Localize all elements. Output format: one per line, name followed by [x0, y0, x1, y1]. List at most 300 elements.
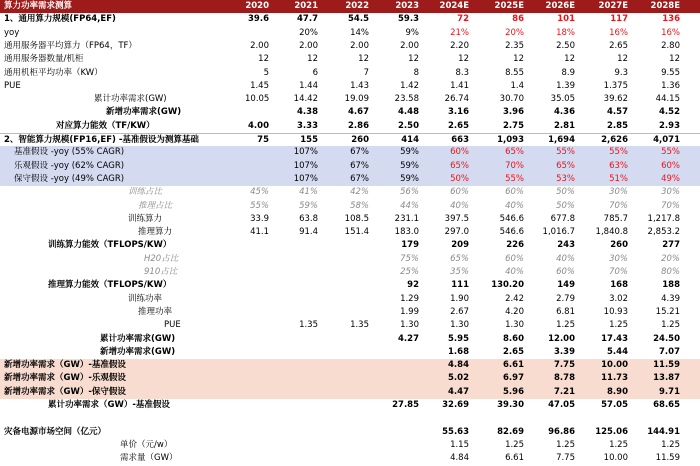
table-cell: 20%	[661, 253, 680, 264]
row-label: 灾备电源市场空间（亿元）	[4, 426, 107, 437]
table-cell	[320, 346, 369, 359]
table-cell: 70%	[661, 200, 680, 211]
table-cell	[245, 279, 269, 292]
table-cell	[245, 359, 269, 372]
table-cell	[275, 399, 318, 412]
table-cell: 2,853.2	[647, 227, 680, 238]
table-cell: 144.91	[647, 426, 680, 437]
table-cell	[245, 412, 269, 425]
table-cell: 168	[610, 280, 628, 291]
table-cell: 8.55	[505, 67, 524, 78]
table-cell: 2.20	[450, 40, 469, 51]
table-row	[0, 319, 700, 332]
table-cell	[472, 412, 524, 425]
table-cell: 80%	[661, 267, 680, 277]
table-row	[0, 372, 700, 385]
table-cell: 4.84	[448, 360, 469, 371]
table-cell: 1.4	[510, 80, 524, 91]
row-label: 1、通用算力规模(FP64,EF)	[4, 14, 116, 25]
row-label: 通用服务器平均算力（FP64，TF）	[4, 40, 137, 51]
table-row	[0, 80, 700, 93]
row-label: 乐观假设 -yoy (62% CAGR)	[14, 160, 125, 171]
row-label: PUE	[164, 320, 181, 331]
table-cell	[245, 160, 269, 173]
table-cell: 12	[513, 54, 524, 65]
table-cell: 1.30	[505, 320, 524, 331]
table-cell: 9.71	[659, 386, 680, 397]
table-cell	[526, 412, 575, 425]
table-cell: 10.93	[603, 306, 628, 317]
table-cell: 1.25	[661, 320, 680, 331]
table-row	[0, 133, 700, 147]
table-cell	[245, 399, 269, 412]
table-cell: 1.68	[448, 346, 469, 357]
table-cell: 414	[401, 135, 419, 145]
table-cell: 16%	[661, 27, 680, 38]
table-cell: 30.70	[499, 94, 524, 105]
table-row	[0, 13, 700, 26]
row-label: 累计功率需求(GW)	[100, 333, 176, 344]
table-cell: 21%	[450, 27, 469, 38]
table-row	[0, 426, 700, 439]
table-cell	[320, 306, 369, 319]
table-cell: 39.30	[497, 400, 524, 410]
table-row	[0, 173, 700, 186]
table-cell: 15.21	[655, 306, 680, 317]
table-cell: 55%	[661, 147, 680, 158]
table-cell: 41%	[299, 187, 318, 198]
table-row	[0, 399, 700, 412]
table-cell: 70%	[609, 200, 628, 211]
table-cell: 151.4	[344, 227, 369, 238]
table-cell	[245, 346, 269, 359]
table-cell	[320, 333, 369, 346]
table-cell: 41.1	[250, 227, 269, 238]
table-cell	[372, 359, 419, 372]
table-cell	[320, 372, 369, 385]
table-cell: 14%	[350, 27, 369, 38]
year-header: 2022	[345, 1, 369, 11]
table-cell: 56%	[400, 187, 419, 198]
table-cell: 16%	[609, 27, 628, 38]
table-cell: 1.25	[556, 439, 575, 450]
table-cell	[320, 359, 369, 372]
row-label: 累计功率需求（GW）-基准假设	[48, 400, 170, 410]
row-label: 推理功率	[138, 306, 173, 317]
table-cell: 14.42	[293, 94, 318, 105]
table-row	[0, 452, 700, 465]
row-label: 需求量（GW）	[120, 453, 178, 464]
table-cell: 10.00	[601, 360, 628, 371]
row-label: 新增功率需求(GW)	[106, 107, 182, 118]
table-cell	[275, 266, 318, 279]
table-cell: 60%	[450, 147, 469, 158]
table-row	[0, 239, 700, 252]
table-cell: 3.02	[609, 293, 628, 304]
table-cell: 7.07	[659, 346, 680, 357]
table-row	[0, 226, 700, 239]
table-cell: 546.6	[499, 227, 524, 238]
table-cell: 277	[662, 240, 680, 251]
table-cell: 39.62	[603, 94, 628, 105]
table-cell: 1.15	[450, 439, 469, 450]
table-cell	[630, 412, 680, 425]
table-cell: 75%	[400, 253, 419, 264]
table-cell	[320, 386, 369, 399]
table-cell: 30%	[609, 253, 628, 264]
table-cell: 70%	[505, 160, 524, 171]
table-cell: 55%	[505, 173, 524, 184]
table-cell: 188	[662, 280, 680, 291]
table-cell: 4.39	[661, 293, 680, 304]
table-cell: 107%	[293, 160, 318, 171]
table-cell: 50%	[556, 200, 575, 211]
table-cell: 68.65	[653, 400, 680, 410]
table-cell: 12	[307, 54, 318, 65]
table-cell: 12	[258, 54, 269, 65]
table-cell	[245, 386, 269, 399]
table-cell	[372, 439, 419, 452]
table-cell	[245, 266, 269, 279]
table-cell: 1,694	[548, 135, 575, 145]
table-cell: 45%	[250, 187, 269, 198]
table-cell: 231.1	[394, 213, 419, 224]
table-header	[0, 0, 700, 13]
row-label: 2、智能算力规模(FP16,EF) -基准假设为测算基础	[4, 135, 199, 145]
table-cell: 42%	[350, 187, 369, 198]
table-cell: 24.50	[653, 333, 680, 344]
table-cell	[372, 372, 419, 385]
table-cell: 40%	[505, 267, 524, 277]
table-cell	[245, 27, 269, 40]
table-cell: 5.02	[448, 373, 469, 384]
table-cell: 55%	[250, 200, 269, 211]
table-cell: 125.06	[595, 426, 628, 437]
row-label: 通用机柜平均功率（KW）	[4, 67, 103, 78]
table-cell	[320, 279, 369, 292]
table-cell: 3.33	[297, 120, 318, 131]
table-row	[0, 186, 700, 199]
table-cell: 60%	[661, 160, 680, 171]
table-cell: 8.9	[561, 67, 575, 78]
table-cell: 12	[669, 54, 680, 65]
table-cell: 49%	[661, 173, 680, 184]
table-cell: 3.39	[554, 346, 575, 357]
table-cell: 23.58	[394, 94, 419, 105]
table-row	[0, 93, 700, 106]
table-cell	[245, 173, 269, 186]
table-row	[0, 386, 700, 399]
table-cell: 70%	[609, 267, 628, 277]
table-cell: 2.00	[299, 40, 318, 51]
row-label: 新增功率需求（GW）-基准假设	[4, 360, 126, 371]
table-cell: 1.35	[350, 320, 369, 331]
table-cell: 2.65	[609, 40, 628, 51]
table-cell	[372, 426, 419, 439]
table-cell: 397.5	[444, 213, 469, 224]
table-cell: 2.93	[659, 120, 680, 131]
row-label: 新增功率需求（GW）-乐观假设	[4, 373, 126, 384]
table-row	[0, 67, 700, 80]
table-cell: 12	[358, 54, 369, 65]
table-cell	[245, 253, 269, 266]
row-label: 推理算力	[138, 227, 173, 238]
row-label: 910占比	[144, 267, 178, 277]
table-cell: 86	[512, 14, 524, 25]
table-cell: 12.00	[548, 333, 575, 344]
table-cell: 67%	[350, 173, 369, 184]
table-cell: 107%	[293, 173, 318, 184]
table-cell: 51%	[609, 173, 628, 184]
table-cell	[245, 319, 269, 332]
table-cell: 6.97	[503, 373, 524, 384]
table-cell: 30%	[661, 187, 680, 198]
table-cell: 65%	[556, 160, 575, 171]
table-cell	[275, 346, 318, 359]
table-cell: 209	[451, 240, 469, 251]
table-row	[0, 146, 700, 159]
table-cell	[275, 293, 318, 306]
table-cell: 2.67	[450, 306, 469, 317]
table-cell: 1.42	[400, 80, 419, 91]
table-cell: 7.75	[556, 453, 575, 464]
table-cell: 2.80	[661, 40, 680, 51]
table-cell: 44%	[400, 200, 419, 211]
table-row	[0, 253, 700, 266]
table-row	[0, 279, 700, 292]
table-cell: 2.00	[400, 40, 419, 51]
table-cell: 65%	[505, 147, 524, 158]
table-cell: 4.57	[607, 107, 628, 118]
table-cell: 663	[451, 135, 469, 145]
table-cell: 65%	[450, 160, 469, 171]
table-cell: 1.99	[400, 306, 419, 317]
table-cell: 20%	[299, 27, 318, 38]
table-cell	[245, 306, 269, 319]
table-cell: 108.5	[344, 213, 369, 224]
table-cell: 59.3	[398, 14, 419, 25]
row-label: 基准假设 -yoy (55% CAGR)	[14, 147, 125, 158]
table-cell	[245, 452, 269, 465]
table-cell: 1.36	[661, 80, 680, 91]
table-cell: 1.25	[556, 320, 575, 331]
table-cell: 4.36	[554, 107, 575, 118]
table-row	[0, 200, 700, 213]
table-cell: 35%	[450, 267, 469, 277]
row-label: yoy	[4, 27, 20, 38]
table-cell: 1,217.8	[647, 213, 680, 224]
table-cell: 8.60	[503, 333, 524, 344]
table-cell: 1.30	[400, 320, 419, 331]
row-label: PUE	[4, 80, 21, 91]
table-cell: 4.67	[348, 107, 369, 118]
table-cell: 546.6	[499, 213, 524, 224]
table-cell: 6	[312, 67, 318, 78]
table-cell	[275, 279, 318, 292]
row-label: 新增功率需求(GW)	[100, 346, 176, 357]
table-cell: 1,840.8	[595, 227, 628, 238]
table-cell: 96.86	[548, 426, 575, 437]
table-cell	[578, 412, 628, 425]
table-cell: 8.90	[607, 386, 628, 397]
table-cell: 2.42	[505, 293, 524, 304]
table-cell	[275, 372, 318, 385]
table-cell: 117	[610, 14, 628, 25]
table-row	[0, 27, 700, 40]
table-cell: 63.8	[299, 213, 318, 224]
table-cell	[320, 253, 369, 266]
table-cell: 7.21	[554, 386, 575, 397]
table-cell: 60%	[556, 267, 575, 277]
table-row	[0, 40, 700, 53]
table-cell: 9%	[405, 27, 419, 38]
table-cell: 3.96	[503, 107, 524, 118]
row-label: 单价（元/w）	[120, 439, 173, 450]
table-title: 算力功率需求测算	[4, 1, 73, 11]
row-label: 对应算力能效（TF/KW）	[56, 120, 155, 131]
table-cell	[320, 452, 369, 465]
table-cell: 260	[610, 240, 628, 251]
table-cell: 4.52	[659, 107, 680, 118]
table-cell: 2.50	[398, 120, 419, 131]
table-cell	[372, 452, 419, 465]
table-cell: 1.375	[603, 80, 628, 91]
table-cell	[320, 439, 369, 452]
table-cell	[245, 146, 269, 159]
table-cell	[275, 333, 318, 346]
table-cell: 82.69	[497, 426, 524, 437]
year-header: 2024E	[439, 1, 469, 11]
table-cell: 10.00	[603, 453, 628, 464]
table-cell: 130.20	[491, 280, 524, 291]
table-row	[0, 53, 700, 66]
table-cell	[275, 359, 318, 372]
table-cell: 12	[564, 54, 575, 65]
table-cell	[245, 439, 269, 452]
table-row	[0, 160, 700, 173]
table-cell: 67%	[350, 147, 369, 158]
table-cell: 1.25	[661, 439, 680, 450]
table-cell: 2.65	[503, 346, 524, 357]
table-cell: 11.73	[601, 373, 628, 384]
table-cell: 60%	[505, 253, 524, 264]
table-cell: 2.35	[505, 40, 524, 51]
table-cell: 55%	[609, 147, 628, 158]
table-cell: 4.48	[398, 107, 419, 118]
table-cell: 111	[451, 280, 469, 291]
table-cell: 19.09	[344, 94, 369, 105]
table-cell: 17.43	[601, 333, 628, 344]
table-cell: 5.96	[503, 386, 524, 397]
table-cell: 35.05	[550, 94, 575, 105]
table-cell	[275, 439, 318, 452]
year-header: 2027E	[598, 1, 628, 11]
table-cell: 101	[557, 14, 575, 25]
table-cell: 25%	[400, 267, 419, 277]
table-cell: 55.63	[442, 426, 469, 437]
row-label: 保守假设 -yoy (49% CAGR)	[14, 173, 125, 184]
table-cell	[372, 346, 419, 359]
table-cell: 9.55	[661, 67, 680, 78]
table-row	[0, 359, 700, 372]
table-cell: 12	[408, 54, 419, 65]
table-cell	[420, 412, 469, 425]
table-cell	[275, 386, 318, 399]
table-cell: 8.78	[554, 373, 575, 384]
table-cell: 59%	[299, 200, 318, 211]
table-cell	[245, 239, 269, 252]
table-cell: 8.3	[455, 67, 469, 78]
table-cell: 1.45	[250, 80, 269, 91]
table-row	[0, 346, 700, 359]
table-cell: 40%	[556, 253, 575, 264]
row-label: H20占比	[144, 253, 179, 264]
year-header: 2028E	[650, 1, 680, 11]
table-cell: 183.0	[394, 227, 419, 238]
table-cell: 4.20	[505, 306, 524, 317]
table-cell: 6.61	[505, 453, 524, 464]
table-cell: 59%	[400, 160, 419, 171]
table-cell: 47.05	[548, 400, 575, 410]
table-cell	[320, 426, 369, 439]
table-cell	[320, 239, 369, 252]
table-cell: 18%	[556, 27, 575, 38]
table-cell: 60%	[450, 187, 469, 198]
table-cell: 2.79	[556, 293, 575, 304]
table-cell: 72	[457, 14, 469, 25]
table-cell: 2.86	[348, 120, 369, 131]
table-cell: 1.44	[299, 80, 318, 91]
table-cell	[372, 412, 419, 425]
table-cell: 67%	[350, 160, 369, 171]
table-cell: 3.16	[448, 107, 469, 118]
table-cell: 149	[557, 280, 575, 291]
table-cell: 75	[257, 135, 269, 145]
table-cell: 92	[407, 280, 419, 291]
table-cell: 59%	[400, 147, 419, 158]
table-cell: 5.95	[448, 333, 469, 344]
table-cell: 1.29	[400, 293, 419, 304]
table-row	[0, 333, 700, 346]
row-label	[4, 412, 244, 425]
table-cell: 4.00	[248, 120, 269, 131]
table-cell: 2.85	[607, 120, 628, 131]
year-header: 2023	[395, 1, 419, 11]
table-cell: 2.00	[350, 40, 369, 51]
table-cell: 10.05	[245, 94, 269, 105]
table-cell	[245, 372, 269, 385]
table-cell: 6.61	[503, 360, 524, 371]
row-label: 通用服务器数量/机柜	[4, 54, 84, 65]
table-cell: 9.3	[614, 67, 628, 78]
table-cell: 47.7	[297, 14, 318, 25]
table-cell: 12	[458, 54, 469, 65]
table-cell	[245, 106, 269, 119]
table-cell: 63%	[609, 160, 628, 171]
table-cell	[275, 239, 318, 252]
table-cell: 40%	[505, 200, 524, 211]
table-cell: 5.44	[607, 346, 628, 357]
table-cell: 107%	[293, 147, 318, 158]
row-label: 训练功率	[128, 293, 163, 304]
table-cell: 30%	[609, 187, 628, 198]
table-cell: 50%	[450, 173, 469, 184]
row-label: 累计功率需求(GW)	[94, 94, 167, 105]
table-row	[0, 439, 700, 452]
table-cell: 4.38	[297, 107, 318, 118]
table-cell	[320, 266, 369, 279]
table-cell: 33.9	[250, 213, 269, 224]
